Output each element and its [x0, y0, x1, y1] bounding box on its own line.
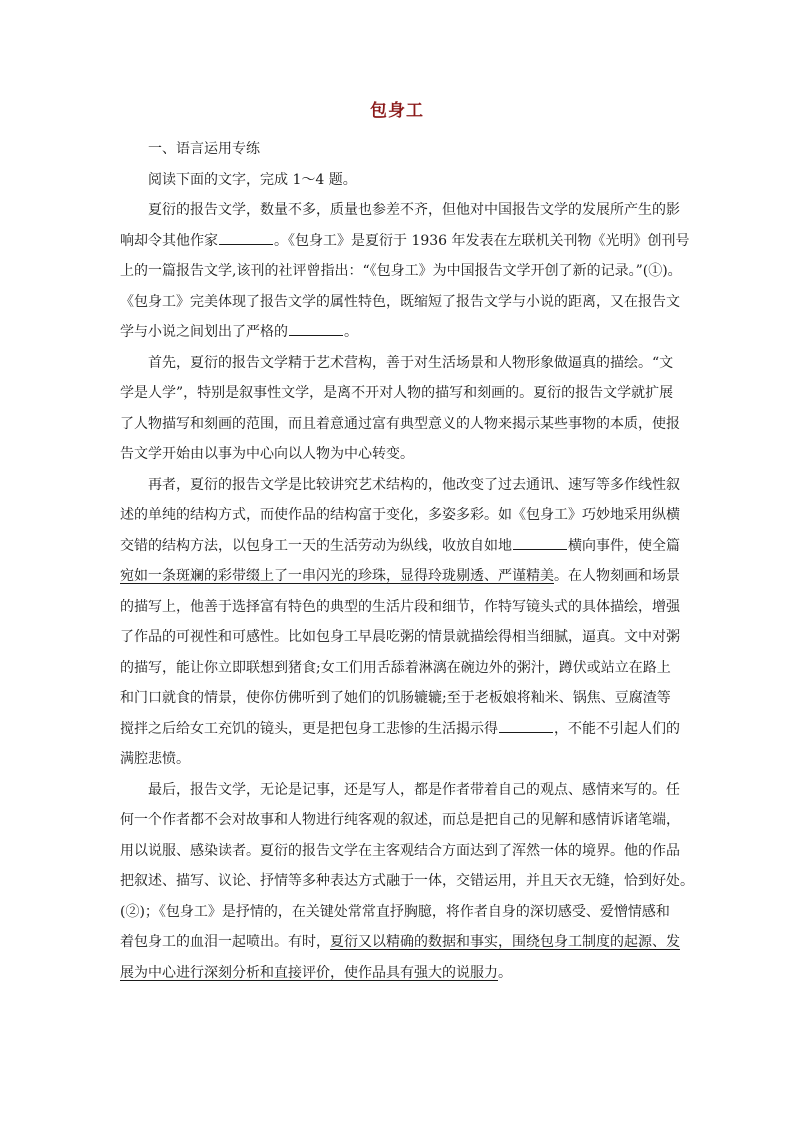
text-span: 响却令其他作家 [120, 232, 218, 249]
text-span: 。 [344, 324, 358, 340]
paragraph-4-line-6 [120, 927, 680, 958]
paragraph-3-line-10: 满腔悲愤。 [120, 751, 190, 767]
underlined-sentence-1: 宛如一条斑斓的彩带缀上了一串闪光的珍珠，显得玲珑剔透、严谨精美 [120, 568, 554, 584]
text-span: 搅拌之后给女工充饥的镜头，更是把包身工悲惨的生活揭示得 [120, 720, 498, 737]
fill-in-blank-3 [513, 535, 567, 550]
fill-in-blank-2 [289, 321, 343, 336]
paragraph-4-line-2: 何一个作者都不会对故事和人物进行纯客观的叙述，而总是把自己的见解和感情诉诸笔端， [120, 812, 680, 828]
text-span: ，不能不引起人们的 [554, 720, 680, 737]
paragraph-3-line-7: 的描写，能让你立即联想到猪食;女工们用舌舔着淋漓在碗边外的粥汁，蹲伏或站立在路上 [120, 659, 671, 676]
article-body [120, 134, 694, 988]
underlined-sentence-2b: 展为中心进行深刻分析和直接评价，使作品具有强大的说服力 [120, 964, 498, 981]
paragraph-2-line-3: 了人物描写和刻画的范围，而且着意通过富有典型意义的人物来揭示某些事物的本质，使报 [120, 415, 680, 432]
paragraph-1-line-1: 夏衍的报告文学，数量不多，质量也参差不齐，但他对中国报告文学的发展所产生的影 [120, 202, 680, 218]
paragraph-4-line-3: 用以说服、感染读者。夏衍的报告文学在主客观结合方面达到了浑然一体的境界。他的作品 [120, 842, 680, 859]
paragraph-3-line-6: 了作品的可视性和可感性。比如包身工早晨吃粥的情景就描绘得相当细腻，逼真。文中对粥 [120, 629, 680, 645]
paragraph-3-line-3 [120, 531, 680, 562]
text-span: 。《包身工》是夏衍于 1936 年发表在左联机关刊物《光明》创刊号 [274, 232, 690, 249]
paragraph-3-line-8: 和门口就食的情景，使你仿佛听到了她们的饥肠辘辘;至于老板娘将籼米、锅焦、豆腐渣等 [120, 690, 671, 706]
paragraph-2-line-1: 首先，夏衍的报告文学精于艺术营构，善于对生活场景和人物形象做逼真的描绘。“文 [120, 354, 674, 371]
text-span: 学与小说之间划出了严格的 [120, 324, 288, 340]
paragraph-4-line-4: 把叙述、描写、议论、抒情等多种表达方式融于一体，交错运用，并且天衣无缝，恰到好处。 [120, 873, 694, 889]
paragraph-3-line-9 [120, 714, 680, 745]
underlined-sentence-2a: 夏衍又以精确的数据和事实，围绕包身工制度的起源、发 [330, 934, 680, 950]
text-span: 。在人物刻画和场景 [554, 568, 680, 584]
paragraph-2-line-2: 学是人学”，特别是叙事性文学，是离不开对人物的描写和刻画的。夏衍的报告文学就扩展 [120, 385, 674, 401]
paragraph-2-line-4: 告文学开始由以事为中心向以人物为中心转变。 [120, 446, 414, 462]
fill-in-blank-4 [499, 718, 553, 733]
paragraph-4-line-1: 最后，报告文学，无论是记事，还是写人，都是作者带着自己的观点、感情来写的。任 [120, 781, 680, 798]
paragraph-1-line-2 [120, 226, 690, 257]
paragraph-1-line-4: 《包身工》完美体现了报告文学的属性特色，既缩短了报告文学与小说的距离，又在报告文 [120, 293, 680, 310]
paragraph-3-line-2: 述的单纯的结构方式，而使作品的结构富于变化，多姿多彩。如《包身工》巧妙地采用纵横 [120, 507, 680, 523]
text-span: 横向事件，使全篇 [568, 537, 680, 554]
fill-in-blank-1 [219, 230, 273, 245]
text-span: 着包身工的血泪一起喷出。有时， [120, 934, 330, 950]
paragraph-3-line-1: 再者，夏衍的报告文学是比较讲究艺术结构的，他改变了过去通讯、速写等多作线性叙 [120, 476, 680, 493]
paragraph-1-line-3: 上的一篇报告文学,该刊的社评曾指出：“《包身工》为中国报告文学开创了新的记录。”(①)。 [120, 263, 682, 279]
paragraph-4-line-7 [120, 958, 680, 989]
paragraph-1-line-5 [120, 317, 680, 348]
text-span: 交错的结构方法，以包身工一天的生活劳动为纵线，收放自如地 [120, 537, 512, 554]
section-heading: 一、语言运用专练 [148, 141, 260, 157]
instruction-text: 阅读下面的文字，完成 1～4 题。 [148, 171, 357, 188]
text-span: 。 [498, 964, 512, 981]
paragraph-3-line-5: 的描写上，他善于选择富有特色的典型的生活片段和细节，作特写镜头式的具体描绘，增强 [120, 598, 680, 615]
page-title: 包身工 [370, 101, 424, 121]
paragraph-4-line-5: (②)；《包身工》是抒情的，在关键处常常直抒胸臆，将作者自身的深切感受、爱憎情感和 [120, 903, 670, 920]
paragraph-3-line-4 [120, 561, 680, 592]
